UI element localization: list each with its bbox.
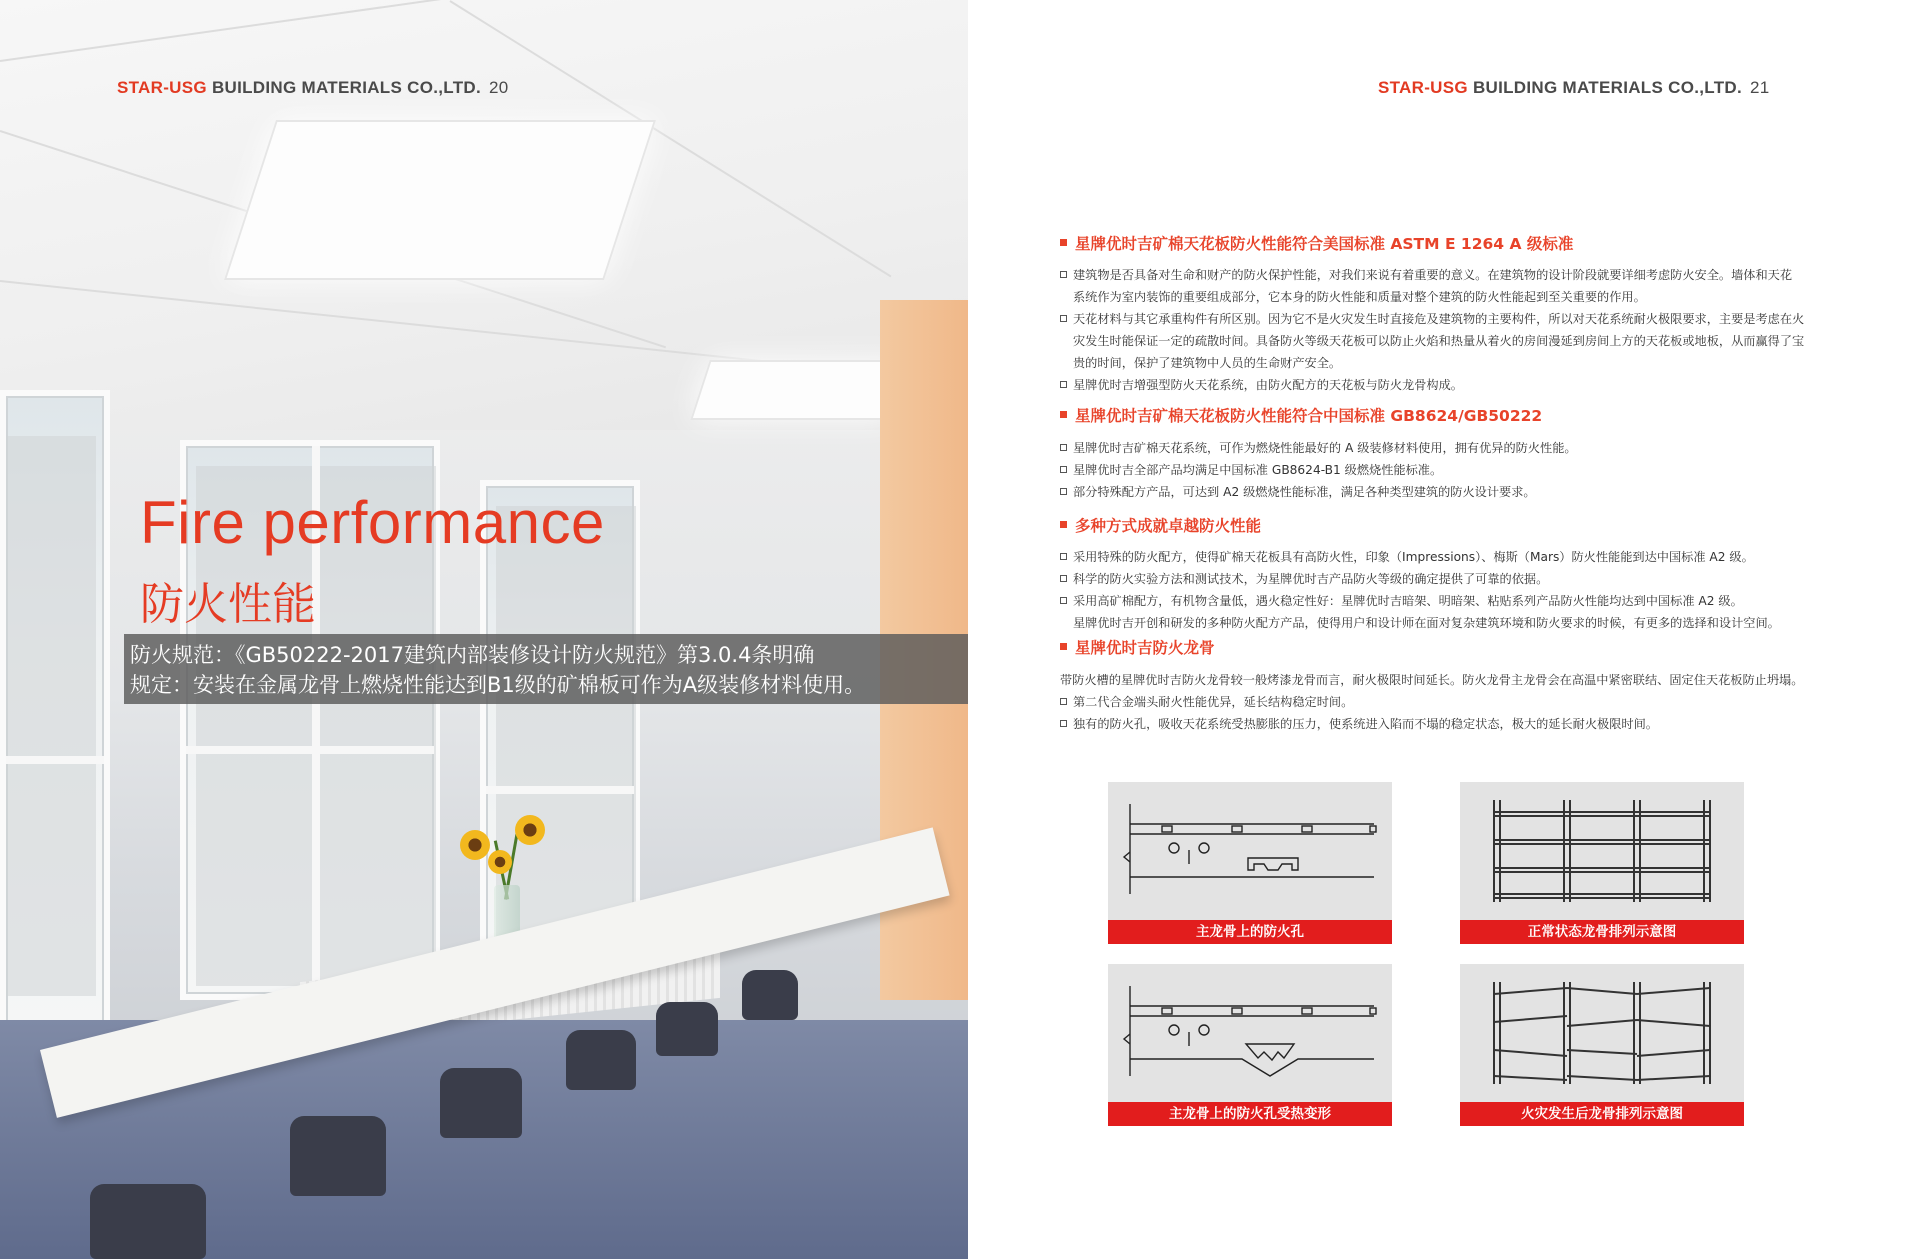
body-line: 采用高矿棉配方，有机物含量低，遇火稳定性好：星牌优时吉暗架、明暗架、粘贴系列产品防火性能均达到中国标准 A2 级。 xyxy=(1060,590,1830,612)
sunflower xyxy=(488,850,512,874)
title-chinese: 防火性能 xyxy=(140,579,316,630)
checkbox-bullet-icon xyxy=(1060,444,1067,451)
section-title-methods xyxy=(1060,514,1261,536)
checkbox-bullet-icon xyxy=(1060,698,1067,705)
section-title-gb xyxy=(1060,404,1542,426)
checkbox-bullet-icon xyxy=(1060,271,1067,278)
checkbox-bullet-icon xyxy=(1060,553,1067,560)
checkbox-bullet-icon xyxy=(1060,575,1067,582)
checkbox-bullet-icon xyxy=(1060,488,1067,495)
body-line: 部分特殊配方产品，可达到 A2 级燃烧性能标准，满足各种类型建筑的防火设计要求。 xyxy=(1060,481,1830,503)
bullet-square-icon xyxy=(1060,643,1067,650)
body-line: 星牌优时吉全部产品均满足中国标准 GB8624-B1 级燃烧性能标准。 xyxy=(1060,459,1830,481)
diagram-label: 火灾发生后龙骨排列示意图 xyxy=(1460,1102,1744,1126)
checkbox-bullet-icon xyxy=(1060,466,1067,473)
chair xyxy=(566,1030,636,1090)
section-title-keel xyxy=(1060,636,1215,658)
company-name: BUILDING MATERIALS CO.,LTD. xyxy=(1467,78,1743,97)
bullet-square-icon xyxy=(1060,239,1067,246)
diagram-label: 正常状态龙骨排列示意图 xyxy=(1460,920,1744,944)
body-line: 星牌优时吉开创和研发的多种防火配方产品，使得用户和设计师在面对复杂建筑环境和防火要求的时候，有更多的选择和设计空间。 xyxy=(1073,616,1780,630)
body-line: 星牌优时吉增强型防火天花系统，由防火配方的天花板与防火龙骨构成。 xyxy=(1060,374,1830,396)
window xyxy=(0,390,110,1030)
company-name: BUILDING MATERIALS CO.,LTD. xyxy=(206,78,482,97)
window-mullion xyxy=(186,746,434,754)
body-line: 独有的防火孔，吸收天花系统受热膨胀的压力，使系统进入陷而不塌的稳定状态，极大的延长耐火极限时间。 xyxy=(1060,713,1830,735)
right-page xyxy=(968,0,1920,1259)
brand-name: STAR-USG xyxy=(1378,78,1468,97)
diagram-label: 主龙骨上的防火孔 xyxy=(1108,920,1392,944)
caption-line: 防火规范：《GB50222-2017建筑内部装修设计防火规范》第3.0.4条明确 xyxy=(130,643,815,667)
section-title-text: 星牌优时吉防火龙骨 xyxy=(1075,639,1215,657)
checkbox-bullet-icon xyxy=(1060,720,1067,727)
keel-grid-after-fire-drawing xyxy=(1460,964,1744,1102)
building-outside xyxy=(496,506,636,946)
section-title-text: 星牌优时吉矿棉天花板防火性能符合美国标准 ASTM E 1264 A 级标准 xyxy=(1075,235,1574,253)
ceiling-light-panel xyxy=(224,120,656,280)
body-line: 带防火槽的星牌优时吉防火龙骨较一般烤漆龙骨而言，耐火极限时间延长。防火龙骨主龙骨会在高温中紧密联结、固定住天花板防止坍塌。 xyxy=(1060,673,1804,687)
page-header-right xyxy=(1378,78,1770,98)
checkbox-bullet-icon xyxy=(1060,381,1067,388)
body-line: 建筑物是否具备对生命和财产的防火保护性能，对我们来说有着重要的意义。在建筑物的设计阶段就要详细考虑防火安全。墙体和天花 xyxy=(1060,264,1830,286)
keel-grid-normal-drawing xyxy=(1460,782,1744,920)
chair xyxy=(656,1002,718,1056)
section-body-gb xyxy=(1060,437,1830,503)
section-body-methods xyxy=(1060,546,1830,634)
section-body-keel xyxy=(1060,669,1830,735)
chair xyxy=(90,1184,206,1259)
title-english: Fire performance xyxy=(140,489,605,556)
chair xyxy=(290,1116,386,1196)
checkbox-bullet-icon xyxy=(1060,315,1067,322)
body-line: 第二代合金端头耐火性能优异，延长结构稳定时间。 xyxy=(1060,691,1830,713)
ceiling-light-panel xyxy=(690,360,909,420)
diagram-normal-arrangement xyxy=(1460,782,1744,944)
section-title-text: 星牌优时吉矿棉天花板防火性能符合中国标准 GB8624/GB50222 xyxy=(1075,407,1543,425)
diagram-hole-deformation xyxy=(1108,964,1392,1126)
section-title-astm xyxy=(1060,232,1573,254)
window-mullion xyxy=(486,786,634,794)
diagram-label: 主龙骨上的防火孔受热变形 xyxy=(1108,1102,1392,1126)
body-line: 天花材料与其它承重构件有所区别。因为它不是火灾发生时直接危及建筑物的主要构件，所以对天花系统耐火极限要求，主要是考虑在火 xyxy=(1060,308,1830,330)
body-line: 科学的防火实验方法和测试技术，为星牌优时吉产品防火等级的确定提供了可靠的依据。 xyxy=(1060,568,1830,590)
chair xyxy=(742,970,798,1020)
building-outside xyxy=(6,436,96,996)
checkbox-bullet-icon xyxy=(1060,597,1067,604)
body-line: 灾发生时能保证一定的疏散时间。具备防火等级天花板可以防止火焰和热量从着火的房间漫延到房间上方的天花板或地板，从而赢得了宝 xyxy=(1073,334,1805,348)
body-line: 贵的时间，保护了建筑物中人员的生命财产安全。 xyxy=(1073,356,1342,370)
window-mullion xyxy=(6,756,104,764)
page-number: 21 xyxy=(1750,78,1770,97)
chair xyxy=(440,1068,522,1138)
diagram-after-fire-arrangement xyxy=(1460,964,1744,1126)
page-number: 20 xyxy=(489,78,509,97)
body-line: 采用特殊的防火配方，使得矿棉天花板具有高防火性，印象（Impressions）、梅斯（Mars）防火性能能到达中国标准 A2 级。 xyxy=(1060,546,1830,568)
body-line: 星牌优时吉矿棉天花系统，可作为燃烧性能最好的 A 级装修材料使用，拥有优异的防火性能。 xyxy=(1060,437,1830,459)
page-header-left xyxy=(117,78,509,98)
section-title-text: 多种方式成就卓越防火性能 xyxy=(1075,517,1262,535)
bullet-square-icon xyxy=(1060,521,1067,528)
sunflower xyxy=(460,830,490,860)
body-line: 系统作为室内装饰的重要组成部分，它本身的防火性能和质量对整个建筑的防火性能起到至关重要的作用。 xyxy=(1073,290,1646,304)
sunflower xyxy=(515,815,545,845)
diagram-fire-hole xyxy=(1108,782,1392,944)
caption-line: 规定：安装在金属龙骨上燃烧性能达到B1级的矿棉板可作为A级装修材料使用。 xyxy=(130,673,866,697)
caption-box xyxy=(124,634,968,704)
brand-name: STAR-USG xyxy=(117,78,207,97)
keel-fire-hole-drawing xyxy=(1108,782,1392,920)
section-body-astm xyxy=(1060,264,1830,396)
bullet-square-icon xyxy=(1060,411,1067,418)
keel-deformation-drawing xyxy=(1108,964,1392,1102)
